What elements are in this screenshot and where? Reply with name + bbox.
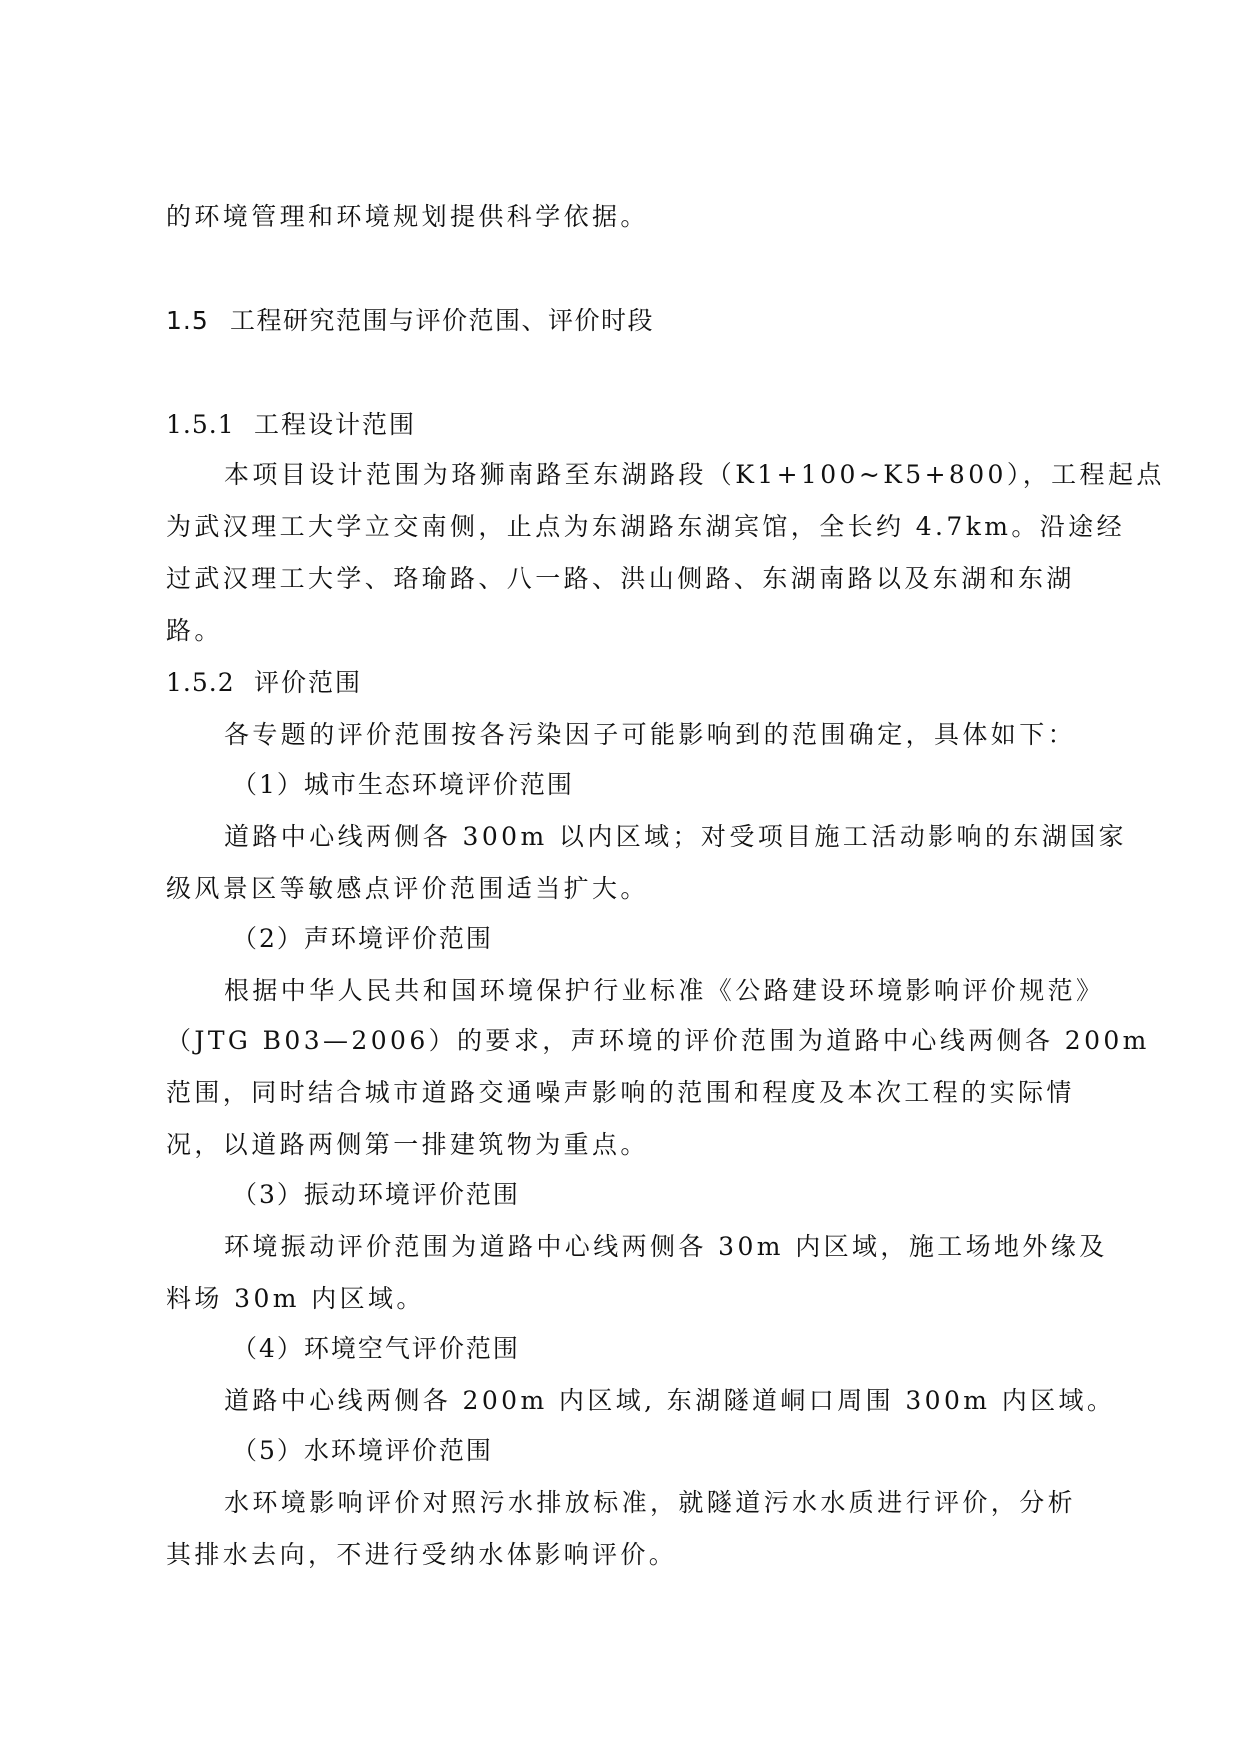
body-text-line: 本项目设计范围为珞狮南路至东湖路段（K1+100~K5+800），工程起点 xyxy=(224,460,1165,489)
body-text-line: 为武汉理工大学立交南侧，止点为东湖路东湖宾馆，全长约 4.7km。沿途经 xyxy=(166,512,1125,541)
subsection-heading-1-5-2 xyxy=(166,668,1106,698)
section-number: 1.5 xyxy=(166,306,209,335)
body-text-line: 环境振动评价范围为道路中心线两侧各 30m 内区域，施工场地外缘及 xyxy=(224,1232,1108,1261)
body-text-line: 道路中心线两侧各 200m 内区域, 东湖隧道峒口周围 300m 内区域。 xyxy=(224,1386,1116,1415)
list-item-heading: （2）声环境评价范围 xyxy=(232,924,493,953)
body-text-line: 各专题的评价范围按各污染因子可能影响到的范围确定，具体如下： xyxy=(224,720,1077,749)
body-text-line: 道路中心线两侧各 300m 以内区域；对受项目施工活动影响的东湖国家 xyxy=(224,822,1127,851)
body-text-line: 其排水去向，不进行受纳水体影响评价。 xyxy=(166,1540,678,1569)
body-text-line: 过武汉理工大学、珞瑜路、八一路、洪山侧路、东湖南路以及东湖和东湖 xyxy=(166,564,1075,593)
subsection-heading-1-5-1 xyxy=(166,410,1106,440)
body-text-line: 级风景区等敏感点评价范围适当扩大。 xyxy=(166,874,649,903)
subsection-number: 1.5.1 xyxy=(166,410,235,439)
section-heading-1-5 xyxy=(166,306,1106,336)
section-title: 工程研究范围与评价范围、评价时段 xyxy=(230,306,655,335)
body-text-line: 况，以道路两侧第一排建筑物为重点。 xyxy=(166,1130,649,1159)
list-item-heading: （1）城市生态环境评价范围 xyxy=(232,770,574,799)
list-item-heading: （3）振动环境评价范围 xyxy=(232,1180,520,1209)
body-text-line: 根据中华人民共和国环境保护行业标准《公路建设环境影响评价规范》 xyxy=(224,976,1105,1005)
subsection-title: 工程设计范围 xyxy=(254,410,417,439)
body-text-line: 路。 xyxy=(166,616,223,645)
body-text-line: （JTG B03—2006）的要求，声环境的评价范围为道路中心线两侧各 200m xyxy=(166,1026,1150,1055)
body-text-line: 范围，同时结合城市道路交通噪声影响的范围和程度及本次工程的实际情 xyxy=(166,1078,1075,1107)
list-item-heading: （4）环境空气评价范围 xyxy=(232,1334,520,1363)
body-text-line: 料场 30m 内区域。 xyxy=(166,1284,425,1313)
subsection-number: 1.5.2 xyxy=(166,668,235,697)
subsection-title: 评价范围 xyxy=(254,668,363,697)
list-item-heading: （5）水环境评价范围 xyxy=(232,1436,493,1465)
body-text-line: 的环境管理和环境规划提供科学依据。 xyxy=(166,202,649,231)
body-text-line: 水环境影响评价对照污水排放标准，就隧道污水水质进行评价，分析 xyxy=(224,1488,1077,1517)
